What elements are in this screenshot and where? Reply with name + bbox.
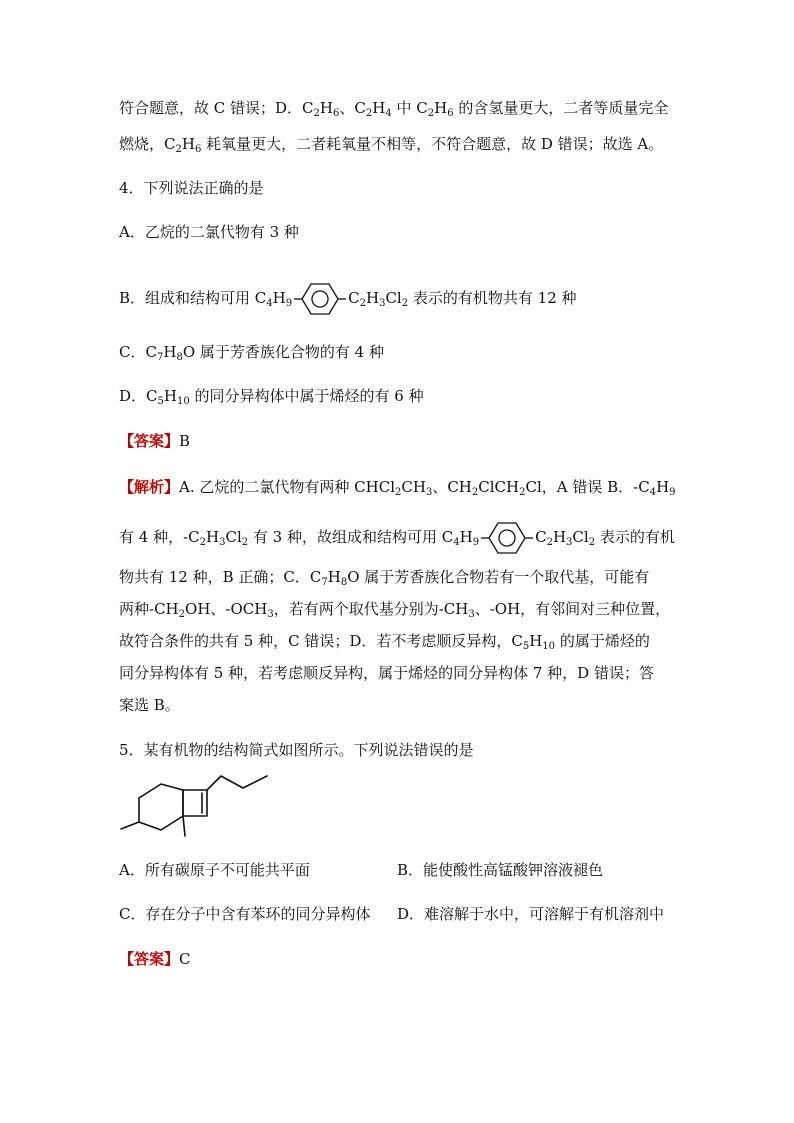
question-5-stem — [119, 740, 474, 760]
text-run: C — [535, 528, 547, 546]
text-run: 的同分异构体中属于烯烃的有 6 种 — [189, 387, 424, 405]
text-run: H — [272, 289, 286, 307]
subscript: 2 — [401, 298, 409, 309]
text-run: C．C — [119, 343, 157, 361]
subscript: 2 — [359, 298, 366, 309]
subscript: 2 — [519, 487, 526, 498]
text-run: CH — [401, 478, 426, 496]
subscript: 2 — [313, 108, 320, 119]
subscript: 3 — [425, 487, 433, 498]
text-run: H — [163, 343, 177, 361]
text-run: B．组成和结构可用 C — [119, 289, 267, 307]
text-run: 物共有 12 种，B 正确；C．C — [119, 568, 322, 586]
subscript: 3 — [267, 609, 274, 620]
text-run: H — [656, 478, 670, 496]
subscript: 3 — [379, 298, 386, 309]
section-label: 【解析】 — [119, 478, 180, 496]
text-run: 符合题意，故 C 错误；D．C — [119, 99, 314, 117]
subscript: 4 — [385, 108, 392, 119]
text-run: A．所有碳原子不可能共平面 — [119, 861, 310, 879]
subscript: 7 — [156, 352, 164, 363]
text-run: Cl，A 错误 B．-C — [525, 478, 650, 496]
text-run: H — [372, 99, 386, 117]
text-run: ，若有两个取代基分别为-CH — [273, 600, 469, 618]
text-run: H — [181, 135, 195, 153]
option-a — [119, 222, 299, 242]
text-run: 的含氢量更大，二者等质量完全 — [453, 99, 669, 117]
subscript: 8 — [176, 352, 183, 363]
subscript: 6 — [447, 108, 454, 119]
methyl-branch — [121, 822, 139, 829]
text-run: Cl — [572, 528, 589, 546]
text-run: H — [529, 632, 543, 650]
text-run: 、CH — [432, 478, 472, 496]
cyclobutene-ring — [183, 790, 207, 816]
text-run: H — [552, 528, 567, 546]
analysis-line — [119, 631, 650, 651]
option-c — [119, 342, 384, 362]
subscript: 2 — [241, 537, 249, 548]
text-line — [119, 98, 668, 118]
text-run: H — [459, 528, 473, 546]
methyl-branch — [183, 816, 185, 836]
text-run: A. 乙烷的二氯代物有两种 CHCl — [179, 478, 395, 496]
subscript: 5 — [522, 641, 530, 652]
text-run: 案选 B。 — [119, 696, 180, 714]
text-run: H — [319, 99, 333, 117]
text-run: H — [365, 289, 380, 307]
text-run: H — [434, 99, 448, 117]
subscript: 2 — [395, 487, 402, 498]
analysis-line — [119, 477, 676, 497]
text-run: 表示的有机物共有 12 种 — [408, 289, 577, 307]
text-run: H — [327, 568, 341, 586]
text-run: 同分异构体有 5 种，若考虑顺反异构，属于烯烃的同分异构体 7 种，D 错误；答 — [119, 664, 654, 682]
option-b — [119, 282, 577, 316]
subscript: 9 — [285, 298, 293, 309]
subscript: 2 — [588, 537, 596, 548]
subscript: 2 — [199, 537, 207, 548]
subscript: 9 — [472, 537, 480, 548]
text-run: ClCH — [478, 478, 520, 496]
subscript: 2 — [546, 537, 553, 548]
subscript: 2 — [427, 108, 435, 119]
propyl-chain — [207, 776, 267, 790]
text-run: O 属于芳香族化合物的有 4 种 — [182, 343, 384, 361]
analysis-line — [119, 521, 675, 555]
text-run: 有 4 种，-C — [119, 528, 200, 546]
text-run: 5．某有机物的结构简式如图所示。下列说法错误的是 — [119, 741, 474, 759]
analysis-line — [119, 599, 670, 619]
text-run: Cl — [225, 528, 242, 546]
text-run: C — [348, 289, 360, 307]
text-run: 的属于烯烃的 — [555, 632, 650, 650]
subscript: 6 — [333, 108, 340, 119]
text-run: A．乙烷的二氯代物有 3 种 — [119, 223, 299, 241]
text-run: D．难溶解于水中，可溶解于有机溶剂中 — [397, 905, 665, 923]
subscript: 2 — [175, 144, 182, 155]
text-run: H — [206, 528, 220, 546]
subscript: 7 — [321, 577, 328, 588]
text-run: C — [179, 950, 191, 968]
subscript: 4 — [266, 298, 273, 309]
bicyclic-structure-diagram — [115, 772, 295, 864]
text-run: 、-OH，有邻间对三种位置， — [474, 600, 671, 618]
option-row — [119, 860, 604, 880]
subscript: 4 — [453, 537, 460, 548]
subscript: 10 — [542, 641, 556, 652]
text-run: 故符合条件的共有 5 种，C 错误；D．若不考虑顺反异构，C — [119, 632, 523, 650]
subscript: 8 — [340, 577, 348, 588]
question-4-stem — [119, 178, 264, 198]
text-run: 4．下列说法正确的是 — [119, 179, 264, 197]
text-run: B — [179, 432, 191, 450]
text-line — [119, 134, 663, 154]
subscript: 4 — [649, 487, 657, 498]
text-run: 两种-CH — [119, 600, 179, 618]
subscript: 2 — [471, 487, 479, 498]
analysis-line — [119, 695, 180, 715]
text-run: H — [163, 387, 177, 405]
text-run: 有 3 种，故组成和结构可用 C — [248, 528, 454, 546]
text-run: 燃烧，C — [119, 135, 176, 153]
analysis-line — [119, 567, 649, 587]
option-d — [119, 386, 424, 406]
text-run: 表示的有机 — [595, 528, 675, 546]
text-run: OH、-OCH — [185, 600, 268, 618]
text-run: C．存在分子中含有苯环的同分异构体 — [119, 905, 371, 923]
subscript: 2 — [365, 108, 373, 119]
cyclohexane-ring — [139, 784, 183, 830]
subscript: 3 — [219, 537, 226, 548]
analysis-line — [119, 663, 654, 683]
benzene-ring-icon — [294, 282, 346, 316]
text-run: 中 C — [391, 99, 428, 117]
answer-label — [119, 431, 190, 451]
option-row — [119, 904, 665, 924]
text-run: 耗氧量更大，二者耗氧量不相等，不符合题意，故 D 错误；故选 A。 — [201, 135, 664, 153]
subscript: 2 — [178, 609, 186, 620]
subscript: 3 — [468, 609, 475, 620]
benzene-ring-icon — [481, 521, 533, 555]
subscript: 9 — [669, 487, 676, 498]
subscript: 10 — [176, 396, 190, 407]
text-run: Cl — [385, 289, 402, 307]
subscript: 5 — [157, 396, 164, 407]
subscript: 3 — [566, 537, 573, 548]
subscript: 6 — [194, 144, 202, 155]
section-label: 【答案】 — [119, 950, 180, 968]
text-run: 、C — [339, 99, 366, 117]
answer-label — [119, 949, 191, 969]
section-label: 【答案】 — [119, 432, 180, 450]
text-run: B．能使酸性高锰酸钾溶液褪色 — [397, 861, 604, 879]
text-run: D．C — [119, 387, 158, 405]
text-run: O 属于芳香族化合物若有一个取代基，可能有 — [347, 568, 650, 586]
